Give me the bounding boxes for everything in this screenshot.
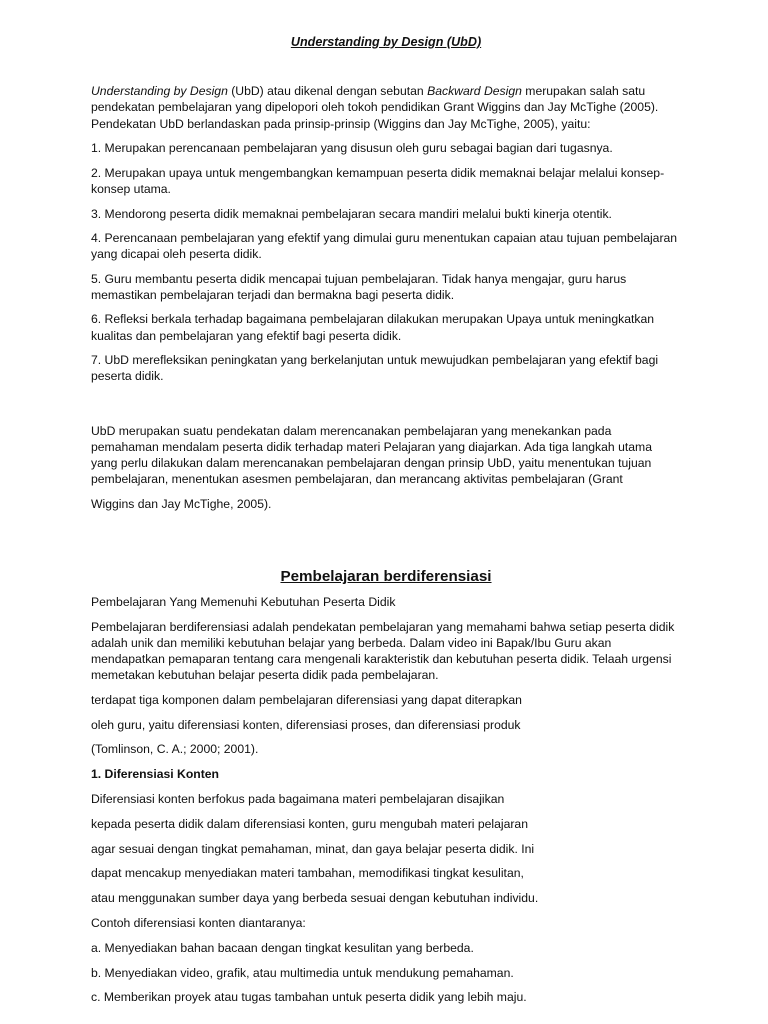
ubd-intro-text-2: merupakan salah satu pendekatan pembelajaran yang dipelopori oleh tokoh pendidikan Grant Wiggins dan Jay McTighe (2005). Pendekatan UbD berlandaskan pada prinsip-prinsip (Wiggins dan Jay McTighe, 2005), yaitu: [91,84,659,131]
diff-konten-line-2: kepada peserta didik dalam diferensiasi konten, guru mengubah materi pelajaran [91,816,528,831]
diff-konten-heading: 1. Diferensiasi Konten [91,767,220,782]
ubd-summary-paragraph: UbD merupakan suatu pendekatan dalam merencanakan pembelajaran yang menekankan pada pemahaman mendalam peserta didik terhadap materi Pelajaran yang diajarkan. Ada tiga langkah utama yang perlu dilakukan dalam merencanakan pembelajaran dengan prinsip UbD, yaitu menentukan tujuan pembelajaran, menentukan asesmen pembelajaran, dan merancang aktivitas pembelajaran (Grant [91,423,652,487]
ubd-title: Understanding by Design (UbD) [290,35,482,49]
diff-example-b: b. Menyediakan video, grafik, atau multimedia untuk mendukung pemahaman. [91,965,514,980]
document-body [91,34,681,1014]
diff-konten-line-5: atau menggunakan sumber daya yang berbeda sesuai dengan kebutuhan individu. [91,891,539,906]
ubd-principle-6: 6. Refleksi berkala terhadap bagaimana pembelajaran dilakukan merupakan Upaya untuk meningkatkan kualitas dan pembelajaran yang efektif bagi peserta didik. [91,312,655,343]
ubd-principle-1: 1. Merupakan perencanaan pembelajaran yang disusun oleh guru sebagai bagian dari tugasnya. [91,141,613,156]
ubd-principle-7: 7. UbD merefleksikan peningkatan yang berkelanjutan untuk mewujudkan pembelajaran yang efektif bagi peserta didik. [91,353,659,384]
diff-components-line-3: (Tomlinson, C. A.; 2000; 2001). [91,742,259,757]
diff-components-line-1: terdapat tiga komponen dalam pembelajaran diferensiasi yang dapat diterapkan [91,692,522,707]
ubd-principle-3: 3. Mendorong peserta didik memaknai pembelajaran secara mandiri melalui bukti kinerja otentik. [91,206,612,221]
spacer [91,393,681,423]
ubd-summary-citation: Wiggins dan Jay McTighe, 2005). [91,497,272,512]
ubd-principle-4: 4. Perencanaan pembelajaran yang efektif yang dimulai guru menentukan capaian atau tujuan pembelajaran yang dicapai oleh peserta didik. [91,231,678,262]
ubd-intro-em-term: Understanding by Design [91,84,228,99]
diff-subtitle: Pembelajaran Yang Memenuhi Kebutuhan Peserta Didik [91,594,396,609]
diff-example-a: a. Menyediakan bahan bacaan dengan tingkat kesulitan yang berbeda. [91,940,474,955]
diff-intro-paragraph: Pembelajaran berdiferensiasi adalah pendekatan pembelajaran yang memahami bahwa setiap peserta didik adalah unik dan memiliki kebutuhan belajar yang berbeda. Dalam video ini Bapak/Ibu Guru akan mendapatkan pemaparan tentang cara mengenali karakteristik dan kebutuhan peserta didik. Telaah urgensi memetakan kebutuhan belajar peserta didik pada pembelajaran. [91,619,675,683]
diff-components-line-2: oleh guru, yaitu diferensiasi konten, diferensiasi proses, dan diferensiasi produk [91,717,521,732]
diff-section-title: Pembelajaran berdiferensiasi [280,567,492,585]
diff-konten-line-3: agar sesuai dengan tingkat pemahaman, minat, dan gaya belajar peserta didik. Ini [91,841,535,856]
diff-example-c: c. Memberikan proyek atau tugas tambahan untuk peserta didik yang lebih maju. [91,990,527,1005]
diff-examples-intro: Contoh diferensiasi konten diantaranya: [91,916,306,931]
diff-konten-line-4: dapat mencakup menyediakan materi tambahan, memodifikasi tingkat kesulitan, [91,866,524,881]
spacer [91,521,681,567]
ubd-principle-5: 5. Guru membantu peserta didik mencapai tujuan pembelajaran. Tidak hanya mengajar, guru harus memastikan pembelajaran terjadi dan bermakna bagi peserta didik. [91,271,627,302]
ubd-intro-paragraph [91,83,681,132]
ubd-principle-2: 2. Merupakan upaya untuk mengembangkan kemampuan peserta didik memaknai belajar melalui konsep-konsep utama. [91,165,665,197]
ubd-intro-em-backward: Backward Design [427,84,522,99]
ubd-intro-text-1: (UbD) atau dikenal dengan sebutan [227,84,428,99]
diff-konten-line-1: Diferensiasi konten berfokus pada bagaimana materi pembelajaran disajikan [91,792,505,807]
